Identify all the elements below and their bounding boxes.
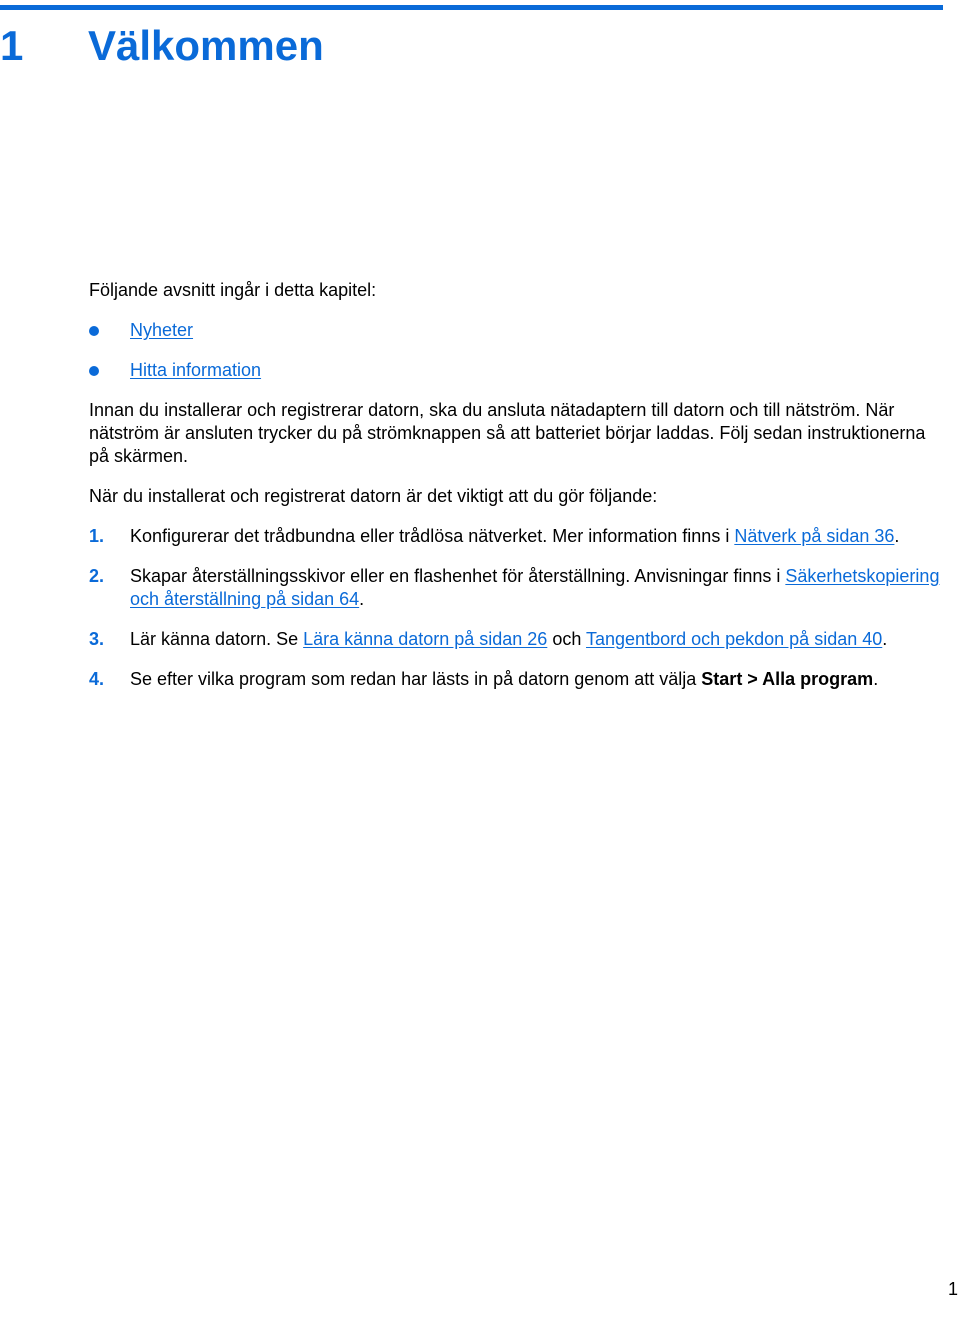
step-text: Konfigurerar det trådbundna eller trådlösa nätverket. Mer information finns i (130, 526, 735, 546)
intro-text: Följande avsnitt ingår i detta kapitel: (89, 280, 377, 300)
chapter-title: Välkommen (88, 22, 324, 69)
step-text: Lär känna datorn. Se (130, 629, 304, 649)
link-hitta-information[interactable]: Hitta information (130, 360, 262, 380)
bullet-icon (89, 366, 99, 376)
step-item (89, 525, 949, 548)
top-rule (0, 5, 943, 10)
section-list (89, 319, 949, 382)
chapter-number: 1 (0, 22, 24, 69)
menu-path: Start > Alla program (701, 669, 874, 689)
page-number: 1 (947, 1279, 958, 1299)
setup-paragraph: Innan du installerar och registrerar datorn, ska du ansluta nätadaptern till datorn och till nätström. När nätström är ansluten trycker du på strömknappen så att batteriet börjar laddas. Följ sedan instruktionerna på skärmen. (89, 400, 926, 466)
step-item (89, 565, 949, 611)
step-punctuation: . (882, 629, 888, 649)
link-nyheter[interactable]: Nyheter (130, 320, 194, 340)
section-list-item (89, 319, 949, 342)
steps-list (89, 525, 949, 691)
step-punctuation: . (873, 669, 879, 689)
after-setup-paragraph: När du installerat och registrerat datorn är det viktigt att du gör följande: (89, 486, 658, 506)
step-punctuation: . (359, 589, 365, 609)
step-number: 3. (89, 629, 105, 649)
step-number: 2. (89, 566, 105, 586)
section-list-item (89, 359, 949, 382)
step-number: 1. (89, 526, 105, 546)
link-sakerhetskopiering[interactable]: Säkerhetskopiering och återställning på sidan 64 (130, 566, 940, 609)
step-punctuation: . (894, 526, 900, 546)
chapter-content (89, 279, 949, 708)
link-tangentbord-pekdon[interactable]: Tangentbord och pekdon på sidan 40 (586, 629, 883, 649)
step-text: Se efter vilka program som redan har lästs in på datorn genom att välja (130, 669, 702, 689)
chapter-heading (0, 18, 324, 74)
step-text-mid: och (547, 629, 587, 649)
step-text: Skapar återställningsskivor eller en flashenhet för återställning. Anvisningar finns i (130, 566, 786, 586)
link-lara-kanna-datorn[interactable]: Lära känna datorn på sidan 26 (303, 629, 548, 649)
step-item (89, 628, 949, 651)
link-natverk[interactable]: Nätverk på sidan 36 (734, 526, 895, 546)
step-item (89, 668, 949, 691)
step-number: 4. (89, 669, 105, 689)
bullet-icon (89, 326, 99, 336)
